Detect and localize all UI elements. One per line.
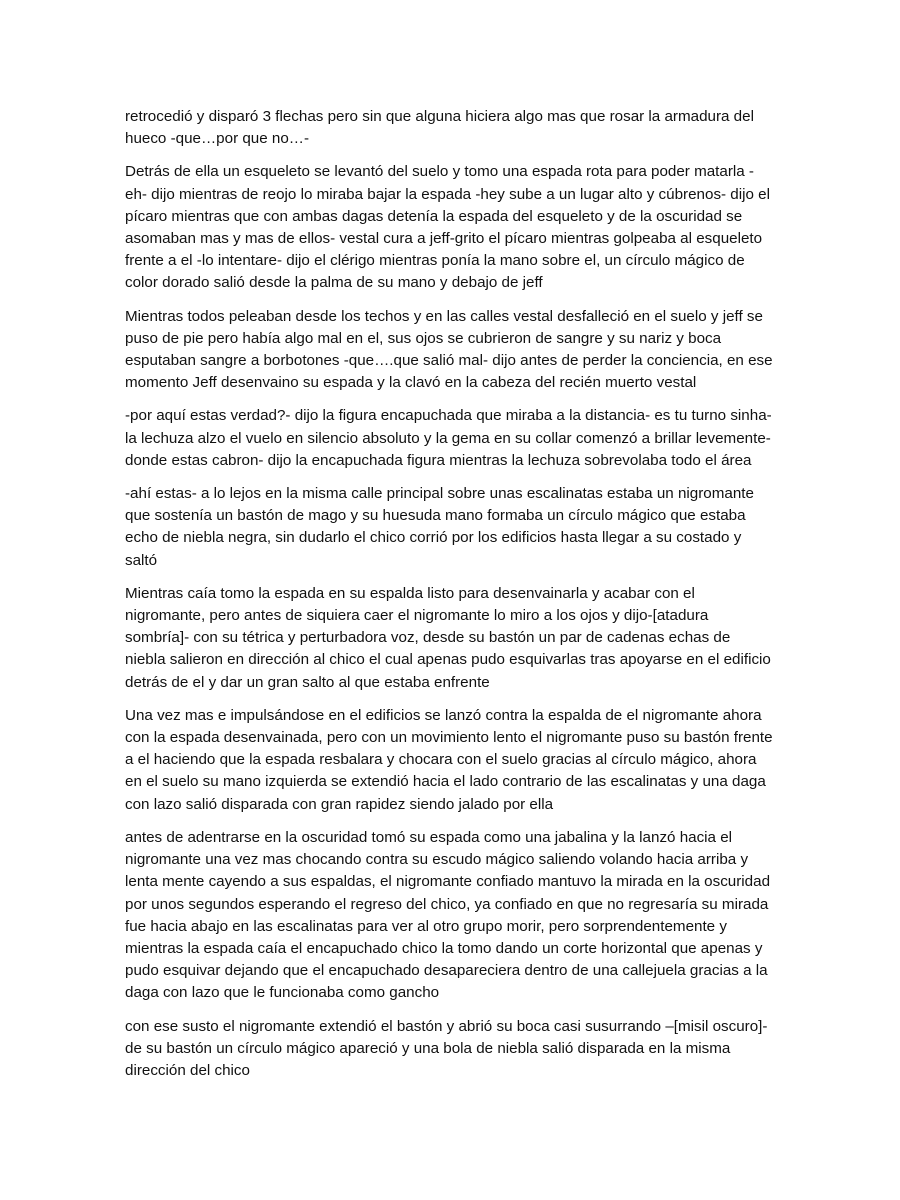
paragraph-5: -ahí estas- a lo lejos en la misma calle principal sobre unas escalinatas estaba un nigromante que sostenía un bastón de mago y su huesuda mano formaba un círculo mágico que estaba echo de niebla negra, sin dudarlo el chico corrió por los edificios hasta llegar a su costado y saltó [125,485,754,569]
paragraph-6: Mientras caía tomo la espada en su espalda listo para desenvainarla y acabar con el nigromante, pero antes de siquiera caer el nigromante lo miro a los ojos y dijo-[atadura sombría]- con su tétrica y perturbadora voz, desde su bastón un par de cadenas echas de niebla salieron en dirección al chico el cual apenas pudo esquivarlas tras apoyarse en el edificio detrás de el y dar un gran salto al que estaba enfrente [125,584,771,691]
paragraph-8: antes de adentrarse en la oscuridad tomó su espada como una jabalina y la lanzó hacia el nigromante una vez mas chocando contra su escudo mágico saliendo volando hacia arriba y lenta mente cayendo a sus espaldas, el nigromante confiado mantuvo la mirada en la oscuridad por unos segundos esperando el regreso del chico, ya confiado en que no regresaría su mirada fue hacia abajo en las escalinatas para ver al otro grupo morir, pero sorprendentemente y mientras la espada caía el encapuchado chico la tomo dando un corte horizontal que apenas y pudo esquivar dejando que el encapuchado desapareciera dentro de una callejuela gracias a la daga con lazo que le funcionaba como gancho [125,828,771,1002]
paragraph-1: retrocedió y disparó 3 flechas pero sin que alguna hiciera algo mas que rosar la armadura del hueco -que…por que no…- [125,108,754,148]
paragraph-2: Detrás de ella un esqueleto se levantó del suelo y tomo una espada rota para poder matarla -eh- dijo mientras de reojo lo miraba bajar la espada -hey sube a un lugar alto y cúbrenos- dijo el pícaro mientras que con ambas dagas detenía la espada del esqueleto y de la oscuridad se asomaban mas y mas de ellos- vestal cura a jeff-grito el pícaro mientras golpeaba al esqueleto frente a el -lo intentare- dijo el clérigo mientras ponía la mano sobre el, un círculo mágico de color dorado salió desde la palma de su mano y debajo de jeff [125,163,770,292]
paragraph-7: Una vez mas e impulsándose en el edificios se lanzó contra la espalda de el nigromante ahora con la espada desenvainada, pero con un movimiento lento el nigromante puso su bastón frente a el haciendo que la espada resbalara y chocara con el suelo gracias al círculo mágico, ahora en el suelo su mano izquierda se extendió hacia el lado contrario de las escalinatas y una daga con lazo salió disparada con gran rapidez siendo jalado por ella [125,706,773,813]
paragraph-9: con ese susto el nigromante extendió el bastón y abrió su boca casi susurrando –[misil oscuro]- de su bastón un círculo mágico apareció y una bola de niebla salió disparada en la misma dirección del chico [125,1017,768,1079]
paragraph-4: -por aquí estas verdad?- dijo la figura encapuchada que miraba a la distancia- es tu turno sinha- la lechuza alzo el vuelo en silencio absoluto y la gema en su collar comenzó a brillar levemente- donde estas cabron- dijo la encapuchada figura mientras la lechuza sobrevolaba todo el área [125,407,772,469]
document-body [125,106,775,1093]
paragraph-3: Mientras todos peleaban desde los techos y en las calles vestal desfalleció en el suelo y jeff se puso de pie pero había algo mal en el, sus ojos se cubrieron de sangre y su nariz y boca esputaban sangre a borbotones -que….que salió mal- dijo antes de perder la conciencia, en ese momento Jeff desenvaino su espada y la clavó en la cabeza del recién muerto vestal [125,307,773,392]
